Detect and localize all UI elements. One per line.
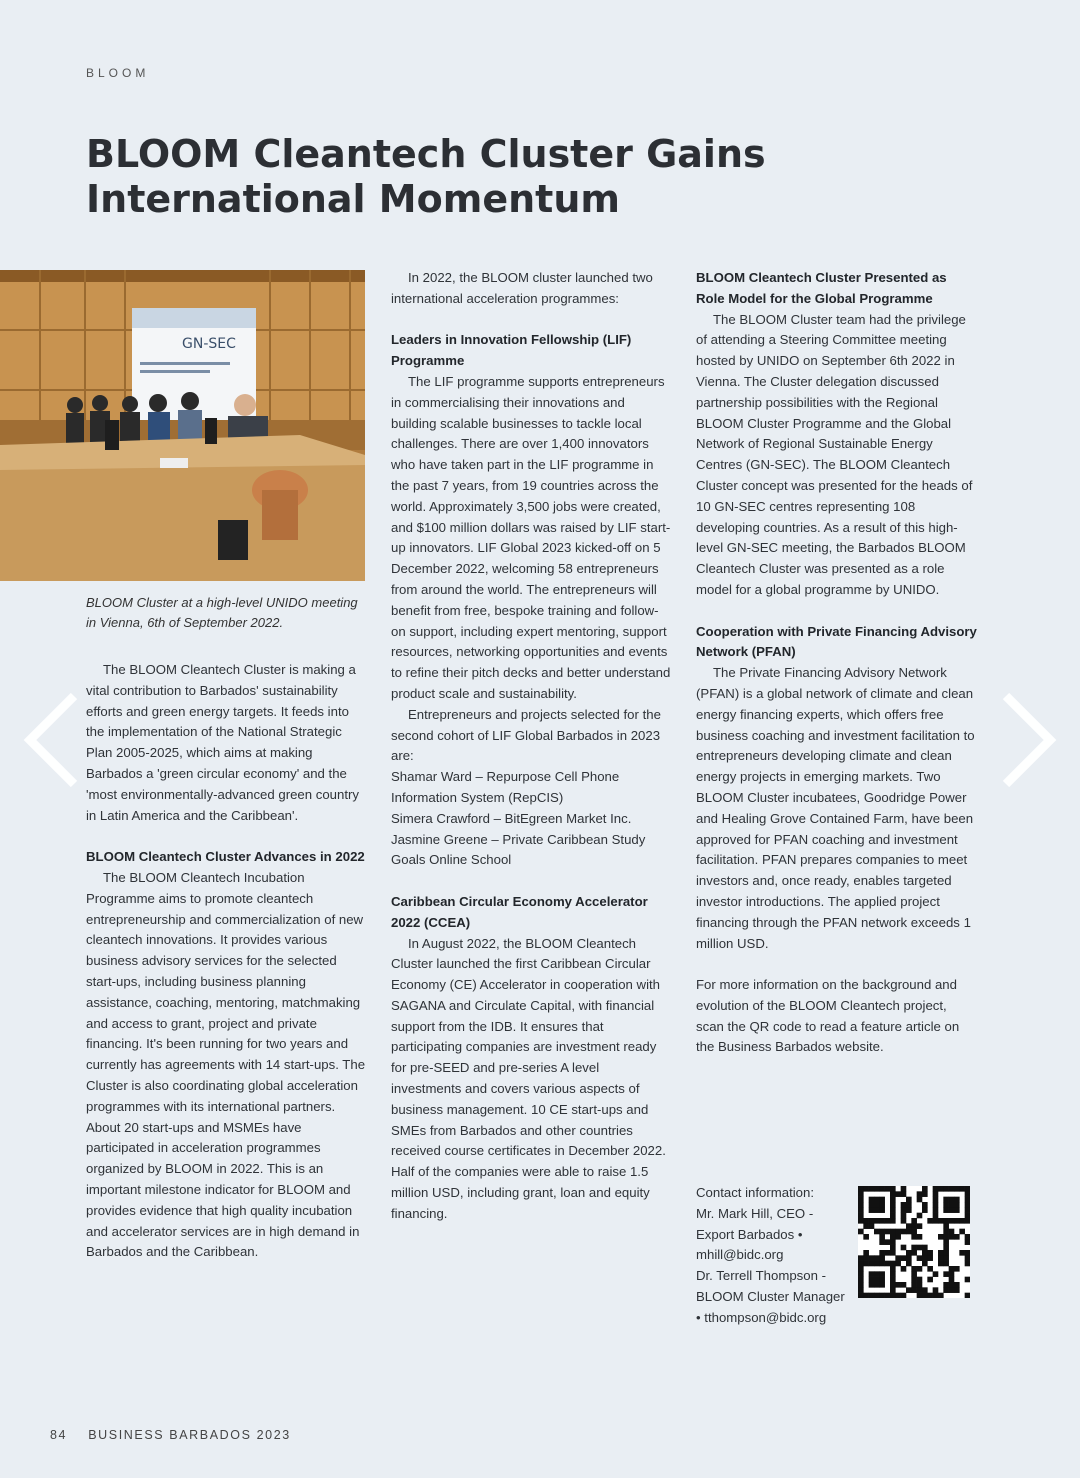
entrant-item: Shamar Ward – Repurpose Cell Phone Information System (RepCIS) bbox=[391, 769, 620, 805]
article-headline bbox=[86, 132, 846, 222]
section-heading-ccea: Caribbean Circular Economy Accelerator 2022 (CCEA) bbox=[391, 893, 648, 930]
lif-selected-paragraph: Entrepreneurs and projects selected for the second cohort of LIF Global Barbados in 2023 are: bbox=[391, 706, 661, 764]
section-kicker: BLOOM bbox=[86, 66, 150, 80]
headline-line-1: BLOOM Cleantech Cluster Gains bbox=[86, 132, 766, 176]
headline-line-2: International Momentum bbox=[86, 177, 620, 221]
page-number: 84 bbox=[50, 1428, 68, 1442]
role-model-paragraph: The BLOOM Cluster team had the privilege of attending a Steering Committee meeting hosted by UNIDO on September 6th 2022 in Vienna. The Cluster delegation discussed partnership possibilities with the Regional BLOOM Cluster Programme and the Global Network of Regional Sustainable Energy Centres (GN-SEC). The BLOOM Cleantech Cluster concept was presented for the heads of 10 GN-SEC centres representing 108 developing countries. As a result of this high-level GN-SEC meeting, the Barbados BLOOM Cleantech Cluster was presented as a role model for a global programme by UNIDO. bbox=[696, 311, 973, 597]
section-heading-advances: BLOOM Cleantech Cluster Advances in 2022 bbox=[86, 849, 365, 865]
entrant-item: Simera Crawford – BitEgreen Market Inc. bbox=[391, 810, 632, 826]
chevron-left-icon[interactable] bbox=[22, 690, 82, 790]
column-2 bbox=[391, 268, 671, 1225]
column-3 bbox=[696, 268, 978, 1058]
section-heading-lif: Leaders in Innovation Fellowship (LIF) Programme bbox=[391, 332, 632, 369]
publication-name: BUSINESS BARBADOS 2023 bbox=[88, 1428, 291, 1442]
lif-paragraph: The LIF programme supports entrepreneurs in commercialising their innovations and building scalable businesses to tackle local challenges. There are over 1,400 innovators who have taken part in the LIF programme in the past 7 years, from 19 countries across the world. Approximately 3,500 jobs were created, and $100 million dollars was raised by LIF start-up innovators. LIF Global 2023 kicked-off on 5 December 2022, welcoming 58 entrepreneurs from around the world. The entrepreneurs will benefit from free, bespoke training and follow-on support, including expert mentoring, support resources, networking opportunities and events to refine their pitch decks and better understand product scale and sustainability. bbox=[391, 373, 671, 701]
contact-label: Contact information: bbox=[696, 1185, 815, 1200]
contact-block bbox=[696, 1183, 846, 1329]
programmes-intro: In 2022, the BLOOM cluster launched two international acceleration programmes: bbox=[391, 270, 653, 306]
section-heading-pfan: Cooperation with Private Financing Advisory Network (PFAN) bbox=[696, 623, 977, 660]
more-info-paragraph: For more information on the background and evolution of the BLOOM Cleantech project, scan the QR code to read a feature article on the Business Barbados website. bbox=[696, 977, 960, 1055]
section-heading-role-model: BLOOM Cleantech Cluster Presented as Role Model for the Global Programme bbox=[696, 270, 947, 306]
entrant-item: Jasmine Greene – Private Caribbean Study Goals Online School bbox=[391, 831, 646, 868]
banner-text: GN-SEC bbox=[182, 336, 236, 352]
intro-paragraph: The BLOOM Cleantech Cluster is making a vital contribution to Barbados' sustainability efforts and green energy targets. It feeds into the implementation of the National Strategic Plan 2005-2025, which aims at making Barbados a 'green circular economy' and the 'most environmentally-advanced green country in Latin America and the Caribbean'. bbox=[86, 662, 360, 823]
qr-code-icon[interactable] bbox=[858, 1186, 970, 1298]
article-photo bbox=[0, 270, 365, 581]
pfan-paragraph: The Private Financing Advisory Network (PFAN) is a global network of climate and clean energy financing experts, which offers free business coaching and investment facilitation to entrepreneurs developing climate and clean energy projects in emerging markets. Two BLOOM Cluster incubatees, Goodridge Power and Healing Grove Contained Farm, have been approved for PFAN coaching and investment facilitation. PFAN prepares companies to meet investors and, once ready, enables targeted investor introductions. The applied project financing through the PFAN network exceeds 1 million USD. bbox=[696, 665, 975, 951]
column-1 bbox=[86, 660, 366, 1263]
contact-ceo: Mr. Mark Hill, CEO - Export Barbados • mhill@bidc.org bbox=[696, 1205, 814, 1263]
photo-caption: BLOOM Cluster at a high-level UNIDO meeting in Vienna, 6th of September 2022. bbox=[86, 595, 358, 630]
chevron-right-icon[interactable] bbox=[998, 690, 1058, 790]
ccea-paragraph: In August 2022, the BLOOM Cleantech Cluster launched the first Caribbean Circular Economy (CE) Accelerator in cooperation with SAGANA and Circulate Capital, with financial support from the IDB. It ensures that participating companies are investment ready for pre-SEED and pre-series A level investments and covers various aspects of business management. 10 CE start-ups and SMEs from Barbados and other countries received course certificates in December 2022. Half of the companies were able to raise 1.5 million USD, including grant, loan and equity financing. bbox=[391, 935, 666, 1221]
contact-manager: Dr. Terrell Thompson - BLOOM Cluster Manager • tthompson@bidc.org bbox=[696, 1268, 845, 1325]
advances-paragraph: The BLOOM Cleantech Incubation Programme aims to promote cleantech entrepreneurship and commercialization of new cleantech innovations. It provides various business advisory services for the selected start-ups, including business planning assistance, coaching, mentoring, matchmaking and access to grant, project and private financing. It's been running for two years and currently has agreements with 14 start-ups. The Cluster is also coordinating global acceleration programmes with its international partners. About 20 start-ups and MSMEs have participated in acceleration programmes organized by BLOOM in 2022. This is an important milestone indicator for BLOOM and provides evidence that high quality incubation and accelerator services are in high demand in Barbados and the Caribbean. bbox=[86, 869, 366, 1260]
page-footer bbox=[50, 1428, 291, 1442]
